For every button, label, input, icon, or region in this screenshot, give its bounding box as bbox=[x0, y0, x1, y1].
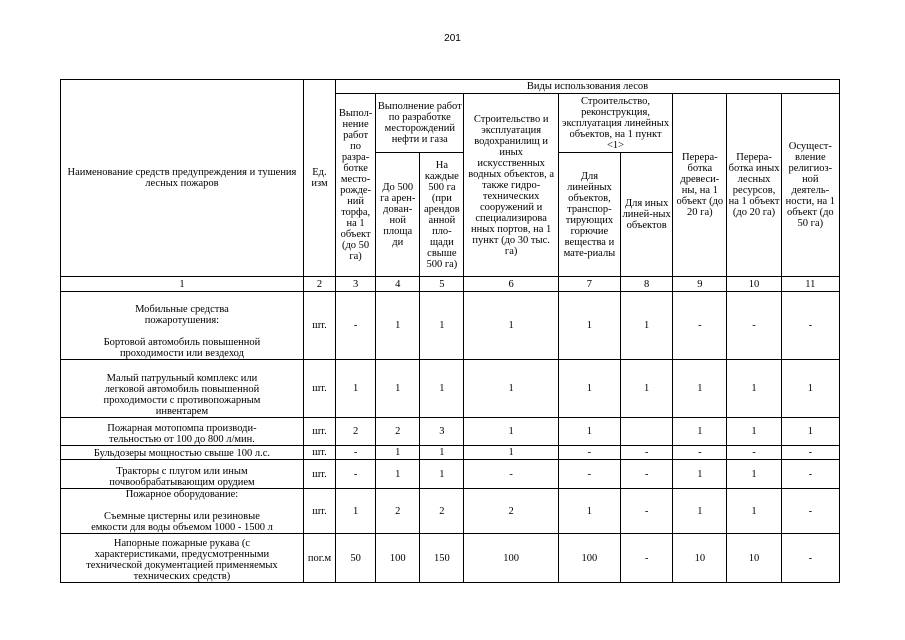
row-value: 1 bbox=[727, 418, 781, 446]
row-value: 1 bbox=[673, 360, 727, 418]
row-value: 1 bbox=[376, 360, 420, 418]
header-unit-column: Ед. изм bbox=[303, 80, 335, 277]
row-name bbox=[61, 418, 304, 446]
row-name-line: характеристиками, предусмотренными bbox=[94, 549, 270, 560]
column-number: 9 bbox=[673, 277, 727, 292]
row-value: 3 bbox=[420, 418, 464, 446]
header-col-8: Для иных линей-ных объектов bbox=[621, 153, 673, 277]
row-value: 1 bbox=[673, 489, 727, 534]
row-unit: шт. bbox=[303, 460, 335, 489]
row-value: 1 bbox=[558, 489, 620, 534]
row-value: 10 bbox=[727, 534, 781, 583]
row-unit: шт. bbox=[303, 446, 335, 460]
row-unit: шт. bbox=[303, 418, 335, 446]
column-number: 4 bbox=[376, 277, 420, 292]
row-name-line: Напорные пожарные рукава (с bbox=[113, 538, 251, 549]
header-linear-objects: Строительство, реконструкция, эксплуатация линейных объектов, на 1 пункт <1> bbox=[558, 94, 672, 153]
row-name-line: легковой автомобиль повышенной bbox=[104, 384, 260, 395]
row-name-line: проходимости или вездеход bbox=[119, 348, 244, 359]
header-col-7: Для линейных объектов, транспор-тирующих горючие вещества и мате-риалы bbox=[558, 153, 620, 277]
row-value: - bbox=[673, 292, 727, 360]
row-value: - bbox=[727, 446, 781, 460]
row-value: 1 bbox=[464, 418, 558, 446]
row-value: 1 bbox=[673, 460, 727, 489]
header-name-column: Наименование средств предупреждения и тушения лесных пожаров bbox=[61, 80, 304, 277]
row-value: 1 bbox=[781, 360, 839, 418]
row-value: 1 bbox=[621, 292, 673, 360]
row-value: 1 bbox=[673, 418, 727, 446]
row-name bbox=[61, 460, 304, 489]
row-value: 2 bbox=[420, 489, 464, 534]
row-name-line: Тракторы с плугом или иным bbox=[116, 466, 248, 477]
row-value: - bbox=[727, 292, 781, 360]
header-col-6: Строительство и эксплуатация водохранилищ и иных искусственных водных объектов, а также гидро-технических сооружений и специализирова нных портов, на 1 пункт (до 30 тыс. га) bbox=[464, 94, 558, 277]
header-col-10: Перера-ботка иных лесных ресурсов, на 1 объект (до 20 га) bbox=[727, 94, 781, 277]
header-col-9: Перера-ботка древеси-ны, на 1 объект (до 20 га) bbox=[673, 94, 727, 277]
row-name-line: Бульдозеры мощностью свыше 100 л.с. bbox=[93, 448, 270, 459]
row-name-line: Бортовой автомобиль повышенной bbox=[103, 337, 261, 348]
row-name-line: емкости для воды объемом 1000 - 1500 л bbox=[91, 522, 273, 533]
row-unit: шт. bbox=[303, 292, 335, 360]
row-value: 1 bbox=[727, 489, 781, 534]
row-name bbox=[61, 360, 304, 418]
row-name-line: Съемные цистерны или резиновые bbox=[104, 511, 260, 522]
column-number: 5 bbox=[420, 277, 464, 292]
row-value: - bbox=[781, 460, 839, 489]
column-number: 1 bbox=[61, 277, 304, 292]
row-value: - bbox=[673, 446, 727, 460]
row-value: 1 bbox=[558, 292, 620, 360]
row-value: - bbox=[464, 460, 558, 489]
row-value: 1 bbox=[420, 446, 464, 460]
row-value: 1 bbox=[781, 418, 839, 446]
column-number: 10 bbox=[727, 277, 781, 292]
row-value: - bbox=[558, 446, 620, 460]
row-value: 50 bbox=[336, 534, 376, 583]
row-value: 1 bbox=[621, 360, 673, 418]
row-unit: шт. bbox=[303, 489, 335, 534]
row-name-line: почвообрабатывающим орудием bbox=[109, 477, 255, 488]
row-unit: шт. bbox=[303, 360, 335, 418]
row-value: 1 bbox=[727, 360, 781, 418]
row-name bbox=[61, 446, 304, 460]
table-row bbox=[61, 360, 840, 418]
row-value: 1 bbox=[420, 292, 464, 360]
row-value: - bbox=[621, 460, 673, 489]
column-number: 11 bbox=[781, 277, 839, 292]
row-name-line: Пожарное оборудование: bbox=[125, 489, 239, 500]
row-value: - bbox=[336, 446, 376, 460]
row-value bbox=[621, 418, 673, 446]
row-value: 1 bbox=[464, 292, 558, 360]
row-value: 1 bbox=[558, 360, 620, 418]
column-number: 7 bbox=[558, 277, 620, 292]
row-value: 1 bbox=[336, 489, 376, 534]
row-value: - bbox=[558, 460, 620, 489]
row-name-line: проходимости с противопожарным bbox=[103, 395, 261, 406]
header-oil-gas: Выполнение работ по разработке месторождений нефти и газа bbox=[376, 94, 464, 153]
row-name-line bbox=[62, 326, 302, 337]
row-value: - bbox=[336, 292, 376, 360]
row-value: 10 bbox=[673, 534, 727, 583]
row-value: 1 bbox=[464, 446, 558, 460]
row-value: 1 bbox=[420, 460, 464, 489]
column-numbers-row bbox=[61, 277, 840, 292]
header-col-3: Выпол-нение работ по разра-ботке место-рожде-ний торфа, на 1 объект (до 50 га) bbox=[336, 94, 376, 277]
column-number: 8 bbox=[621, 277, 673, 292]
row-name-line: Мобильные средства bbox=[135, 304, 229, 315]
row-value: 100 bbox=[376, 534, 420, 583]
row-value: 1 bbox=[464, 360, 558, 418]
table-row bbox=[61, 489, 840, 534]
row-name-line: технической документацией применяемых bbox=[86, 560, 278, 571]
row-value: 1 bbox=[558, 418, 620, 446]
row-value: - bbox=[621, 446, 673, 460]
row-name-line bbox=[62, 500, 302, 511]
header-col-4: До 500 га арен-дован-ной площа ди bbox=[376, 153, 420, 277]
row-value: 2 bbox=[376, 489, 420, 534]
row-value: - bbox=[621, 489, 673, 534]
table-row bbox=[61, 460, 840, 489]
table-row bbox=[61, 534, 840, 583]
row-name bbox=[61, 292, 304, 360]
row-value: 2 bbox=[376, 418, 420, 446]
row-value: 1 bbox=[727, 460, 781, 489]
table-row bbox=[61, 446, 840, 460]
row-value: 2 bbox=[464, 489, 558, 534]
table-row bbox=[61, 418, 840, 446]
row-name-line: инвентарем bbox=[155, 406, 209, 417]
row-value: - bbox=[781, 534, 839, 583]
header-col-11: Осущест-вление религиоз-ной деятель-ности, на 1 объект (до 50 га) bbox=[781, 94, 839, 277]
column-number: 6 bbox=[464, 277, 558, 292]
column-number: 3 bbox=[336, 277, 376, 292]
row-name-line: Пожарная мотопомпа производи- bbox=[107, 423, 257, 434]
row-value: - bbox=[781, 292, 839, 360]
page-number: 201 bbox=[444, 33, 461, 44]
row-value: 150 bbox=[420, 534, 464, 583]
header-forest-use-types: Виды использования лесов bbox=[336, 80, 840, 94]
row-name-line: Малый патрульный комплекс или bbox=[106, 373, 258, 384]
fire-equipment-table bbox=[60, 79, 840, 583]
row-value: 1 bbox=[376, 460, 420, 489]
header-col-5: На каждые 500 га (при арендов анной пло-щади свыше 500 га) bbox=[420, 153, 464, 277]
column-number: 2 bbox=[303, 277, 335, 292]
table-row bbox=[61, 292, 840, 360]
row-name bbox=[61, 534, 304, 583]
row-value: - bbox=[781, 446, 839, 460]
row-value: 100 bbox=[464, 534, 558, 583]
row-value: 100 bbox=[558, 534, 620, 583]
row-value: - bbox=[781, 489, 839, 534]
row-name-line: технических средств) bbox=[133, 571, 231, 582]
row-value: - bbox=[336, 460, 376, 489]
row-value: 1 bbox=[336, 360, 376, 418]
row-value: 2 bbox=[336, 418, 376, 446]
row-name-line: пожаротушения: bbox=[144, 315, 220, 326]
row-name-line: тельностью от 100 до 800 л/мин. bbox=[109, 434, 255, 445]
row-value: 1 bbox=[376, 292, 420, 360]
row-unit: пог.м bbox=[303, 534, 335, 583]
row-value: - bbox=[621, 534, 673, 583]
row-value: 1 bbox=[376, 446, 420, 460]
row-name bbox=[61, 489, 304, 534]
row-value: 1 bbox=[420, 360, 464, 418]
